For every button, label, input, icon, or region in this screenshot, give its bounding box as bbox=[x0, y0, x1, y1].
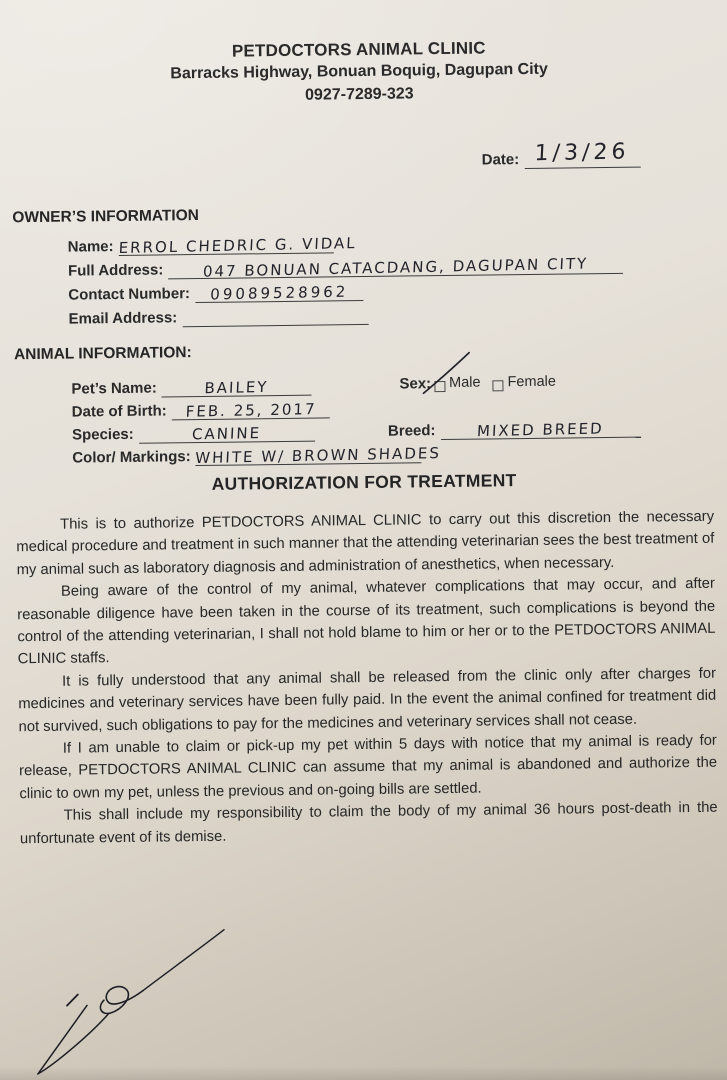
owner-contact-handwritten-value: 09089528962 bbox=[209, 282, 349, 304]
dob-line bbox=[172, 401, 330, 420]
pet-name-line bbox=[162, 379, 312, 398]
pet-name-handwritten-value: BAILEY bbox=[204, 377, 270, 398]
species-field bbox=[72, 425, 315, 445]
species-line bbox=[139, 425, 315, 444]
color-markings-handwritten-value: WHITE W/ BROWN SHADES bbox=[195, 443, 442, 468]
owner-name-label: Name: bbox=[67, 238, 114, 256]
breed-field bbox=[388, 421, 641, 441]
owner-contact-field bbox=[68, 284, 363, 305]
owner-signature-scribble bbox=[24, 910, 241, 1080]
female-checkbox bbox=[493, 380, 504, 391]
color-markings-field bbox=[72, 443, 442, 468]
color-markings-line bbox=[195, 443, 442, 468]
breed-label: Breed: bbox=[387, 422, 436, 440]
date-line bbox=[524, 139, 640, 169]
authorization-paragraph: If I am unable to claim or pick-up my pet within 5 days with notice that my animal is ready for release, PETDOCTORS ANIMAL CLINIC can assume that my animal is abandoned and authorize the clinic to own my pet, unless the previous and on-going bills are settled. bbox=[19, 732, 718, 803]
pet-name-field bbox=[71, 379, 312, 399]
owner-contact-line bbox=[195, 284, 363, 303]
owner-section-heading: OWNER’S INFORMATION bbox=[12, 206, 200, 227]
animal-section-heading: ANIMAL INFORMATION: bbox=[13, 344, 192, 364]
male-option-label: Male bbox=[448, 374, 481, 391]
breed-line bbox=[440, 421, 640, 440]
color-markings-label: Color/ Markings: bbox=[72, 448, 191, 467]
owner-name-line bbox=[118, 234, 357, 258]
owner-address-label: Full Address: bbox=[67, 261, 164, 280]
breed-handwritten-value: MIXED BREED bbox=[476, 419, 605, 441]
pet-name-label: Pet’s Name: bbox=[71, 379, 157, 398]
authorization-body bbox=[16, 506, 718, 851]
owner-email-line bbox=[182, 308, 368, 327]
sex-male-slash-mark bbox=[419, 347, 484, 398]
clinic-phone: 0927-7289-323 bbox=[304, 85, 414, 104]
owner-address-handwritten-value: 047 BONUAN CATACDANG, DAGUPAN CITY bbox=[202, 254, 589, 281]
date-handwritten-value: 1/3/26 bbox=[534, 139, 631, 167]
date-label: Date: bbox=[481, 151, 520, 169]
owner-address-field bbox=[67, 254, 623, 281]
owner-contact-label: Contact Number: bbox=[68, 285, 191, 304]
female-option-label: Female bbox=[507, 373, 556, 391]
species-label: Species: bbox=[71, 425, 134, 444]
authorization-paragraph: Being aware of the control of my animal, whatever complications that may occur, and after reasonable diligence have been taken in the course of its treatment, such complications is beyond the control of the attending veterinarian, I shall not hold blame to him or her or to the PETDOCTORS ANIMAL CLINIC staffs. bbox=[17, 575, 716, 668]
authorization-paragraph: This is to authorize PETDOCTORS ANIMAL CLINIC to carry out this discretion the necessary medical procedure and treatment in such manner that the attending veterinarian sees the best treatment of my animal such as laboratory diagnosis and administration of anesthetics, when necessary. bbox=[16, 508, 715, 579]
species-handwritten-value: CANINE bbox=[191, 423, 262, 444]
clinic-address: Barracks Highway, Bonuan Boquig, Dagupan City bbox=[170, 60, 548, 83]
dob-label: Date of Birth: bbox=[71, 402, 167, 421]
dob-field bbox=[72, 401, 330, 421]
sex-label: Sex: bbox=[399, 375, 432, 393]
owner-email-label: Email Address: bbox=[68, 309, 178, 328]
authorization-paragraph: It is fully understood that any animal shall be released from the clinic only after charges for medicines and veterinary services have been fully paid. In the event the animal confined for treatment did not survived, such obligations to pay for the medicines and veterinary services shall not cease. bbox=[18, 665, 717, 735]
owner-name-handwritten-value: ERROL CHEDRIC G. VIDAL bbox=[118, 234, 357, 258]
owner-name-field bbox=[67, 234, 357, 258]
date-field bbox=[481, 139, 641, 170]
dob-handwritten-value: FEB. 25, 2017 bbox=[184, 400, 317, 421]
owner-email-field bbox=[69, 308, 369, 329]
authorization-paragraph: This shall include my responsibility to claim the body of my animal 36 hours post-death in the unfortunate event of its demise. bbox=[19, 799, 718, 847]
authorization-title: AUTHORIZATION FOR TREATMENT bbox=[211, 470, 517, 494]
owner-address-line bbox=[168, 254, 623, 281]
clinic-name: PETDOCTORS ANIMAL CLINIC bbox=[231, 38, 486, 61]
